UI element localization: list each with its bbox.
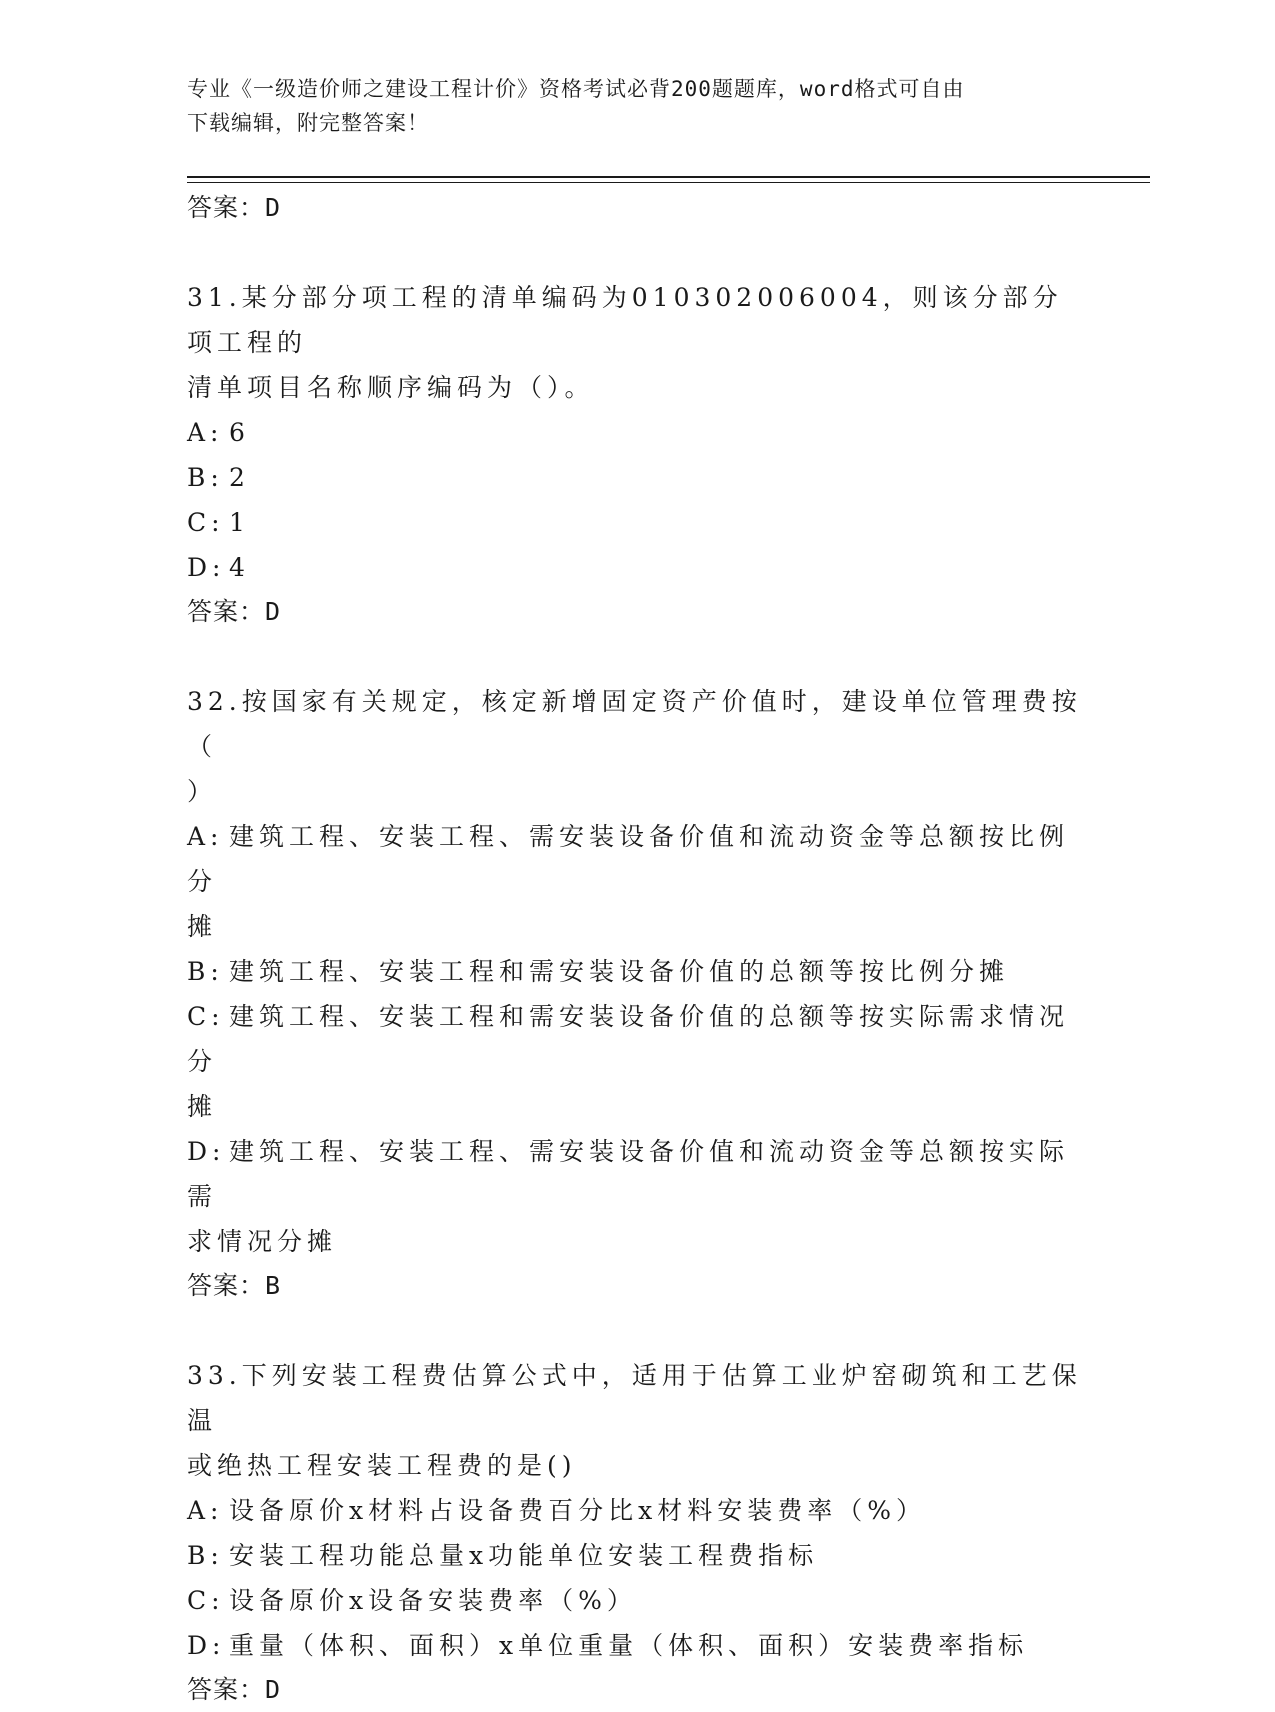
option-key: A:: [187, 822, 224, 851]
option-text: 6: [229, 418, 250, 447]
document-header: [187, 72, 1077, 140]
option-b: [187, 1533, 1087, 1578]
option-key: C:: [187, 1002, 225, 1031]
option-key: A:: [187, 1496, 224, 1525]
option-d-continuation: 求情况分摊: [187, 1227, 338, 1256]
question-stem-line: 31.某分部分项工程的清单编码为010302006004，则该分部分项工程的: [187, 283, 1063, 357]
option-c-continuation: 摊: [187, 1092, 218, 1121]
option-key: D:: [187, 1137, 226, 1166]
option-a: [187, 814, 1087, 904]
question-stem-line: 33.下列安装工程费估算公式中，适用于估算工业炉窑砌筑和工艺保温: [187, 1361, 1082, 1435]
question-list: [187, 186, 1087, 1712]
option-text: 1: [229, 508, 250, 537]
option-text: 建筑工程、安装工程和需安装设备价值的总额等按实际需求情况分: [187, 1002, 1070, 1076]
question-31: [187, 275, 1087, 634]
option-key: D:: [187, 1631, 226, 1660]
question-33: [187, 1353, 1087, 1712]
header-line-2: 下载编辑，附完整答案！: [187, 111, 429, 135]
question-stem-line: 或绝热工程安装工程费的是(): [187, 1451, 577, 1480]
header-divider-thin: [187, 182, 1150, 183]
option-a-continuation: 摊: [187, 912, 218, 941]
option-c: [187, 500, 1087, 545]
header-divider-thick: [187, 176, 1150, 178]
option-key: B:: [187, 1541, 224, 1570]
option-c: [187, 1578, 1087, 1623]
option-b: [187, 949, 1087, 994]
option-d: [187, 1623, 1087, 1668]
option-key: C:: [187, 508, 225, 537]
option-key: B:: [187, 463, 224, 492]
option-text: 建筑工程、安装工程和需安装设备价值的总额等按比例分摊: [229, 957, 1010, 986]
answer-line: 答案：B: [187, 1271, 282, 1300]
question-32: [187, 679, 1087, 1308]
option-text: 2: [229, 463, 250, 492]
option-a: [187, 410, 1087, 455]
question-stem-line: 32.按国家有关规定，核定新增固定资产价值时，建设单位管理费按（: [187, 687, 1082, 761]
option-text: 重量（体积、面积）x单位重量（体积、面积）安装费率指标: [229, 1631, 1029, 1660]
question-stem-line: ）: [187, 777, 218, 806]
option-a: [187, 1488, 1087, 1533]
option-key: D:: [187, 553, 226, 582]
option-key: B:: [187, 957, 224, 986]
option-d: [187, 545, 1087, 590]
answer-line: 答案：D: [187, 597, 282, 626]
option-text: 设备原价x设备安装费率（%）: [229, 1586, 637, 1615]
header-line-1: 专业《一级造价师之建设工程计价》资格考试必背200题题库，word格式可自由: [187, 77, 965, 101]
option-b: [187, 455, 1087, 500]
option-text: 4: [229, 553, 250, 582]
question-stem-line: 清单项目名称顺序编码为（）。: [187, 373, 595, 402]
option-text: 设备原价x材料占设备费百分比x材料安装费率（%）: [229, 1496, 926, 1525]
option-key: C:: [187, 1586, 225, 1615]
previous-answer: 答案：D: [187, 193, 282, 222]
option-text: 建筑工程、安装工程、需安装设备价值和流动资金等总额按实际需: [187, 1137, 1070, 1211]
answer-line: 答案：D: [187, 1675, 282, 1704]
option-key: A:: [187, 418, 224, 447]
option-d: [187, 1129, 1087, 1219]
option-text: 建筑工程、安装工程、需安装设备价值和流动资金等总额按比例分: [187, 822, 1070, 896]
option-c: [187, 994, 1087, 1084]
option-text: 安装工程功能总量x功能单位安装工程费指标: [229, 1541, 819, 1570]
